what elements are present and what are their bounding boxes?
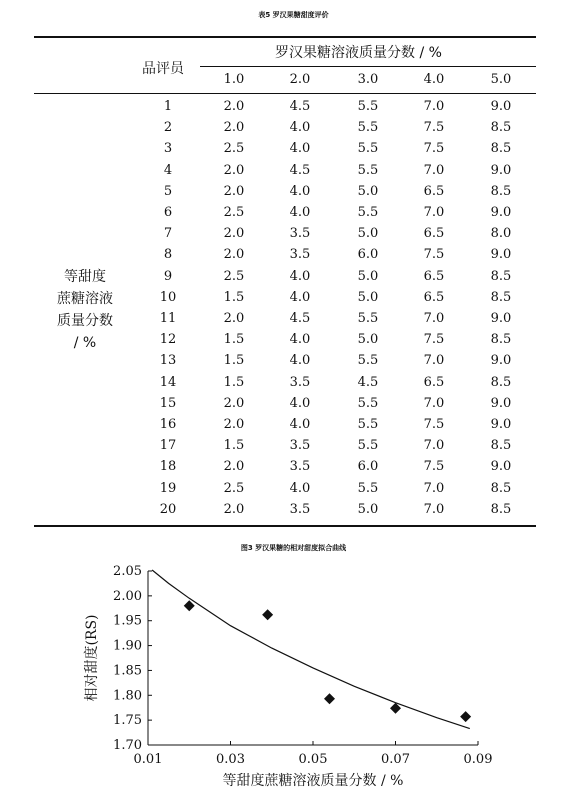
value-cell: 8.5 (490, 141, 512, 157)
value-cell: 2.0 (223, 395, 245, 411)
value-cell: 4.0 (289, 141, 311, 157)
value-cell: 8.5 (490, 501, 512, 517)
value-cell: 8.5 (490, 268, 512, 284)
value-cell: 5.5 (357, 353, 379, 369)
value-cell: 6.5 (423, 374, 445, 390)
value-cell: 5.0 (357, 332, 379, 348)
value-cell: 7.0 (423, 205, 445, 220)
rater-cell: 3 (163, 141, 173, 157)
value-cell: 5.5 (357, 162, 379, 178)
value-cell: 9.0 (490, 417, 512, 432)
value-cell: 4.0 (289, 205, 311, 220)
value-cell: 5.5 (357, 395, 379, 411)
value-cell: 8.5 (490, 332, 512, 348)
x-tick-label: 0.05 (298, 752, 328, 767)
value-cell: 8.5 (490, 374, 512, 390)
figure-caption: 图3 罗汉果糖的相对甜度拟合曲线 (240, 544, 347, 552)
value-cell: 5.5 (357, 311, 379, 326)
x-axis-label: 等甜度蔗糖溶液质量分数 / % (222, 773, 404, 789)
value-cell: 4.5 (289, 99, 311, 114)
y-tick-label: 1.75 (113, 713, 142, 729)
data-point (262, 609, 273, 620)
value-cell: 5.5 (357, 99, 379, 114)
value-cell: 2.5 (223, 205, 245, 220)
value-cell: 2.0 (223, 99, 245, 114)
value-cell: 9.0 (490, 162, 512, 178)
rater-cell: 17 (159, 438, 177, 454)
value-cell: 9.0 (490, 353, 512, 369)
header-group-rule (200, 66, 536, 67)
value-cell: 4.0 (289, 120, 311, 136)
relative-sweetness-chart (0, 555, 587, 807)
concentration-header: 1.0 (223, 72, 245, 87)
rater-cell: 12 (159, 332, 177, 348)
x-tick-label: 0.09 (463, 752, 493, 767)
value-cell: 7.5 (423, 120, 445, 136)
value-cell: 7.0 (423, 353, 445, 369)
table-top-rule (34, 36, 536, 38)
rater-cell: 5 (163, 183, 173, 199)
value-cell: 5.0 (357, 501, 379, 517)
y-tick-label: 1.70 (113, 738, 142, 753)
header-bottom-rule (34, 93, 536, 94)
rater-cell: 18 (159, 459, 177, 475)
y-tick-label: 1.90 (113, 638, 142, 654)
value-cell: 4.0 (289, 417, 311, 432)
value-cell: 9.0 (490, 459, 512, 475)
y-tick-label: 1.85 (113, 663, 142, 679)
value-cell: 5.5 (357, 205, 379, 220)
value-cell: 9.0 (490, 99, 512, 114)
value-cell: 1.5 (223, 289, 245, 305)
value-cell: 3.5 (289, 438, 311, 454)
data-point (460, 711, 471, 722)
value-cell: 4.5 (357, 374, 379, 390)
y-axis-label: 相对甜度(RS) (84, 614, 100, 702)
value-cell: 5.5 (357, 141, 379, 157)
value-cell: 8.5 (490, 480, 512, 496)
value-cell: 5.0 (357, 226, 379, 242)
value-cell: 2.0 (223, 183, 245, 199)
value-cell: 9.0 (490, 395, 512, 411)
concentration-header: 4.0 (423, 72, 445, 87)
table-caption: 表5 罗汉果糖甜度评价 (258, 11, 329, 19)
concentration-header: 2.0 (289, 72, 311, 87)
row-group-label-line: 蔗糖溶液 (57, 291, 113, 307)
rater-cell: 13 (159, 353, 177, 369)
value-cell: 9.0 (490, 311, 512, 326)
value-cell: 6.0 (357, 247, 379, 263)
y-tick-label: 1.95 (113, 613, 142, 629)
rater-cell: 4 (163, 162, 173, 178)
value-cell: 3.5 (289, 247, 311, 263)
value-cell: 8.5 (490, 289, 512, 305)
value-cell: 2.5 (223, 480, 245, 496)
value-cell: 5.5 (357, 438, 379, 454)
value-cell: 4.0 (289, 395, 311, 411)
value-cell: 2.0 (223, 226, 245, 242)
row-group-label-line: 等甜度 (64, 269, 106, 285)
rater-cell: 14 (159, 374, 177, 390)
value-cell: 2.0 (223, 501, 245, 517)
value-cell: 5.0 (357, 183, 379, 199)
value-cell: 4.5 (289, 162, 311, 178)
rater-cell: 10 (159, 289, 177, 305)
x-tick-label: 0.07 (381, 752, 410, 767)
value-cell: 6.5 (423, 183, 445, 199)
value-cell: 7.0 (423, 99, 445, 114)
value-cell: 7.0 (423, 395, 445, 411)
value-cell: 8.5 (490, 183, 512, 199)
table-bottom-rule (34, 525, 536, 527)
concentration-header: 5.0 (490, 72, 512, 87)
value-cell: 8.5 (490, 438, 512, 454)
value-cell: 7.5 (423, 332, 445, 348)
value-cell: 4.0 (289, 353, 311, 369)
value-cell: 2.5 (223, 141, 245, 157)
value-cell: 9.0 (490, 247, 512, 263)
value-cell: 6.5 (423, 226, 445, 242)
value-cell: 6.5 (423, 268, 445, 284)
value-cell: 2.5 (223, 268, 245, 284)
value-cell: 4.0 (289, 268, 311, 284)
fit-curve (152, 570, 470, 729)
value-cell: 2.0 (223, 417, 245, 432)
rater-cell: 7 (163, 226, 173, 242)
value-cell: 4.0 (289, 332, 311, 348)
rater-cell: 2 (163, 120, 173, 136)
value-cell: 3.5 (289, 374, 311, 390)
value-cell: 1.5 (223, 332, 245, 348)
value-cell: 5.0 (357, 289, 379, 305)
value-cell: 1.5 (223, 438, 245, 454)
rater-cell: 8 (163, 247, 173, 263)
value-cell: 7.5 (423, 417, 445, 432)
value-cell: 4.0 (289, 289, 311, 305)
value-cell: 1.5 (223, 374, 245, 390)
value-cell: 9.0 (490, 205, 512, 220)
value-cell: 4.5 (289, 311, 311, 326)
value-cell: 2.0 (223, 459, 245, 475)
value-cell: 7.5 (423, 459, 445, 475)
rater-cell: 9 (163, 268, 173, 284)
value-cell: 2.0 (223, 247, 245, 263)
value-cell: 7.5 (423, 247, 445, 263)
data-point (324, 693, 335, 704)
x-tick-label: 0.01 (133, 752, 163, 767)
value-cell: 5.5 (357, 120, 379, 136)
value-cell: 3.5 (289, 226, 311, 242)
rater-cell: 1 (163, 99, 173, 114)
value-cell: 6.0 (357, 459, 379, 475)
data-point (184, 600, 195, 611)
concentration-header: 3.0 (357, 72, 379, 87)
concentration-group-header: 罗汉果糖溶液质量分数 / % (275, 45, 442, 61)
row-group-label-line: / % (73, 335, 97, 351)
rater-cell: 15 (159, 395, 177, 411)
value-cell: 3.5 (289, 501, 311, 517)
value-cell: 4.0 (289, 480, 311, 496)
value-cell: 6.5 (423, 289, 445, 305)
y-tick-label: 2.00 (113, 588, 142, 604)
y-tick-label: 2.05 (113, 564, 142, 579)
value-cell: 5.5 (357, 417, 379, 432)
value-cell: 2.0 (223, 162, 245, 178)
value-cell: 7.0 (423, 311, 445, 326)
value-cell: 7.5 (423, 141, 445, 157)
rater-cell: 11 (159, 311, 177, 326)
rater-cell: 16 (159, 417, 177, 432)
value-cell: 7.0 (423, 438, 445, 454)
row-group-label (40, 266, 130, 354)
value-cell: 1.5 (223, 353, 245, 369)
value-cell: 7.0 (423, 162, 445, 178)
rater-header: 品评员 (142, 61, 184, 77)
value-cell: 2.0 (223, 311, 245, 326)
value-cell: 4.0 (289, 183, 311, 199)
rater-cell: 19 (159, 480, 177, 496)
row-group-label-line: 质量分数 (57, 313, 113, 329)
value-cell: 8.5 (490, 120, 512, 136)
value-cell: 5.0 (357, 268, 379, 284)
value-cell: 3.5 (289, 459, 311, 475)
value-cell: 7.0 (423, 501, 445, 517)
rater-cell: 20 (159, 501, 177, 517)
y-tick-label: 1.80 (113, 688, 142, 704)
x-tick-label: 0.03 (216, 752, 245, 767)
value-cell: 8.0 (490, 226, 512, 242)
rater-cell: 6 (163, 205, 173, 220)
value-cell: 7.0 (423, 480, 445, 496)
value-cell: 5.5 (357, 480, 379, 496)
value-cell: 2.0 (223, 120, 245, 136)
